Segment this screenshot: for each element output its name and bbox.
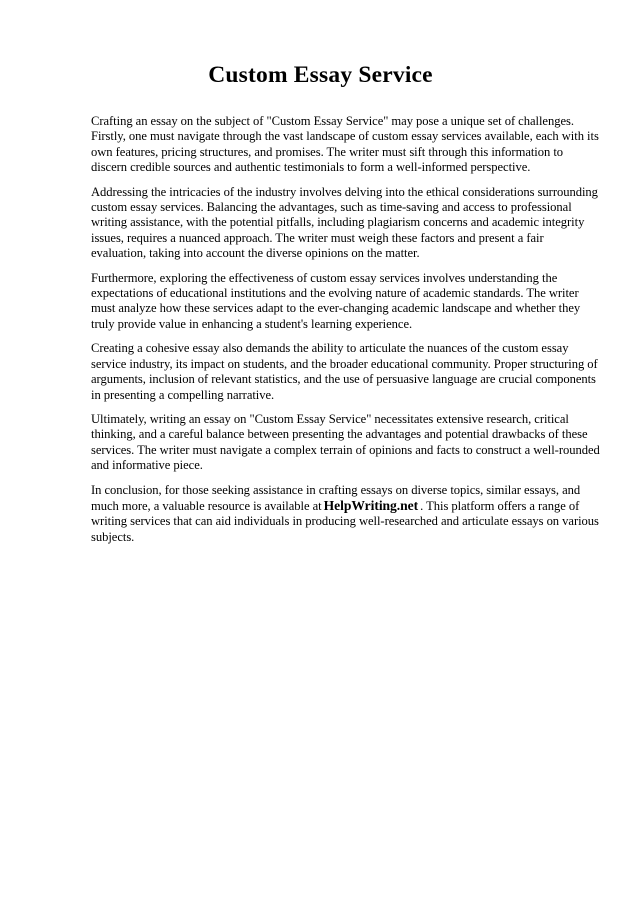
conclusion-text-after-link: . This platform offers a range of writing services that can aid individuals in producing well-researched and articulate essays on various subjects. [91,498,599,544]
paragraph-5: Ultimately, writing an essay on "Custom Essay Service" necessitates extensive research, critical thinking, and a careful balance between presenting the advantages and potential drawbacks of these services. The writer must navigate a complex terrain of opinions and facts to construct a well-rounded and informative piece. [91,411,600,473]
conclusion-text-before-link: In conclusion, for those seeking assistance in crafting essays on diverse topics, similar essays, and much more, a valuable resource is available at [91,482,581,513]
paragraph-2: Addressing the intricacies of the industry involves delving into the ethical considerations surrounding custom essay services. Balancing the advantages, such as time-saving and access to professional writing assistance, with the potential pitfalls, including plagiarism concerns and academic integrity issues, requires a nuanced approach. The writer must weigh these factors and present a fair evaluation, taking into account the diverse opinions on the matter. [91,184,598,261]
paragraph-3: Furthermore, exploring the effectiveness of custom essay services involves understanding the expectations of educational institutions and the evolving nature of academic standards. The writer must analyze how these services adapt to the ever-changing academic landscape and whether they truly provide value in enhancing a student's learning experience. [91,270,581,331]
conclusion-paragraph [91,483,600,546]
helpwriting-link[interactable]: HelpWriting.net [323,497,419,513]
document-title: Custom Essay Service [208,62,433,88]
paragraph-1: Crafting an essay on the subject of "Custom Essay Service" may pose a unique set of challenges. Firstly, one must navigate through the vast landscape of custom essay services available, each with its own features, pricing structures, and promises. The writer must sift through this information to discern credible sources and authentic testimonials to form a well-informed perspective. [91,114,599,175]
paragraph-4: Creating a cohesive essay also demands the ability to articulate the nuances of the custom essay service industry, its impact on students, and the broader educational community. Proper structuring of arguments, inclusion of relevant statistics, and the use of persuasive language are crucial components in presenting a compelling narrative. [91,341,598,402]
